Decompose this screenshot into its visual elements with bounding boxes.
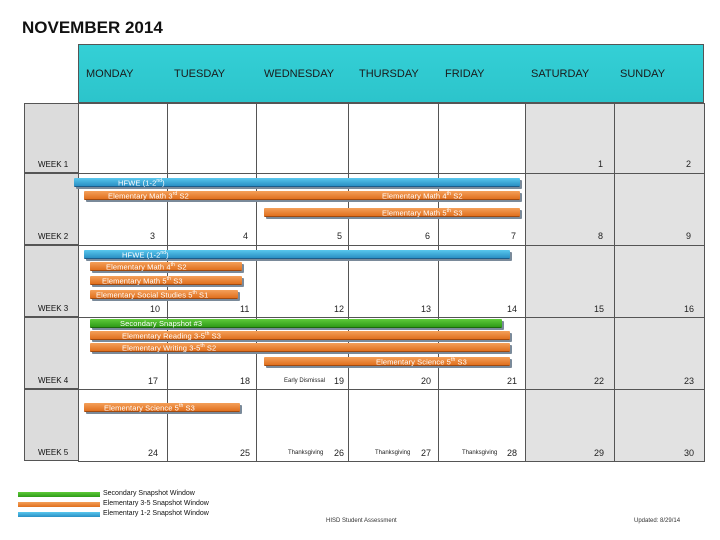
- date-number: 23: [684, 376, 695, 386]
- day-monday: MONDAY: [86, 68, 134, 80]
- bar-label: Elementary Math 4th S2: [106, 262, 187, 272]
- bar-label: HFWE (1-2nd): [122, 250, 169, 260]
- date-number: 21: [507, 376, 518, 386]
- date-number: 28: [507, 448, 518, 458]
- date-note: Early Dismissal: [284, 378, 326, 384]
- bar-label: HFWE (1-2nd): [118, 178, 165, 188]
- date-number: 18: [240, 376, 251, 386]
- legend-swatch-blue: [18, 512, 100, 517]
- week-label: WEEK 3: [38, 304, 69, 313]
- date-number: 3: [150, 231, 156, 241]
- bar-label: Elementary Math 3rd S2: [108, 191, 189, 201]
- date-number: 19: [334, 376, 345, 386]
- date-number: 24: [148, 448, 159, 458]
- bar-label: Elementary Math 5th S3: [102, 276, 183, 286]
- day-friday: FRIDAY: [445, 68, 485, 80]
- week-label: WEEK 5: [38, 448, 69, 457]
- date-number: 30: [684, 448, 695, 458]
- date-number: 8: [598, 231, 604, 241]
- date-number: 14: [507, 304, 518, 314]
- week-label: WEEK 1: [38, 160, 69, 169]
- bar-label: Elementary Writing 3-5th S2: [122, 343, 217, 353]
- bar-label: Elementary Science 5th S3: [104, 403, 195, 413]
- legend-swatch-green: [18, 492, 100, 497]
- week-label: WEEK 2: [38, 232, 69, 241]
- legend-label: Elementary 3-5 Snapshot Window: [103, 500, 209, 507]
- date-number: 29: [594, 448, 605, 458]
- day-cell: [78, 103, 168, 174]
- date-note: Thanksgiving: [288, 450, 324, 456]
- day-saturday: SATURDAY: [531, 68, 590, 80]
- date-number: 17: [148, 376, 159, 386]
- footer-department: HISD Student Assessment: [326, 518, 397, 524]
- day-sunday: SUNDAY: [620, 68, 666, 80]
- day-cell: [348, 103, 439, 174]
- bar-label: Elementary Science 5th S3: [376, 357, 467, 367]
- bar-label: Elementary Math 4th S2: [382, 191, 463, 201]
- date-number: 2: [686, 159, 692, 169]
- date-number: 5: [337, 231, 343, 241]
- date-number: 20: [421, 376, 432, 386]
- date-number: 27: [421, 448, 432, 458]
- date-number: 9: [686, 231, 692, 241]
- date-number: 26: [334, 448, 345, 458]
- date-number: 25: [240, 448, 251, 458]
- date-number: 13: [421, 304, 432, 314]
- day-cell: [438, 103, 526, 174]
- bar-label: Elementary Math 5th S3: [382, 208, 463, 218]
- day-cell: [614, 103, 705, 174]
- date-note: Thanksgiving: [462, 450, 498, 456]
- date-note: Thanksgiving: [375, 450, 411, 456]
- legend-swatch-orange: [18, 502, 100, 507]
- date-number: 6: [425, 231, 431, 241]
- date-number: 7: [511, 231, 517, 241]
- week-label: WEEK 4: [38, 376, 69, 385]
- date-number: 4: [243, 231, 249, 241]
- day-thursday: THURSDAY: [359, 68, 419, 80]
- date-number: 12: [334, 304, 345, 314]
- date-number: 1: [598, 159, 604, 169]
- date-number: 22: [594, 376, 605, 386]
- date-number: 10: [150, 304, 161, 314]
- day-cell: [167, 103, 257, 174]
- day-cell: [256, 103, 349, 174]
- day-cell: [614, 173, 705, 246]
- date-number: 15: [594, 304, 605, 314]
- footer-updated: Updated: 8/29/14: [634, 518, 681, 524]
- page-title: NOVEMBER 2014: [22, 18, 163, 37]
- bar-label: Elementary Social Studies 5th S1: [96, 290, 209, 300]
- bar-label: Elementary Reading 3-5th S3: [122, 331, 222, 341]
- date-number: 16: [684, 304, 695, 314]
- legend-label: Secondary Snapshot Window: [103, 490, 195, 497]
- bar-label: Secondary Snapshot #3: [120, 319, 203, 328]
- day-tuesday: TUESDAY: [174, 68, 226, 80]
- legend-label: Elementary 1-2 Snapshot Window: [103, 510, 209, 517]
- date-number: 11: [240, 304, 250, 314]
- day-wednesday: WEDNESDAY: [264, 68, 335, 80]
